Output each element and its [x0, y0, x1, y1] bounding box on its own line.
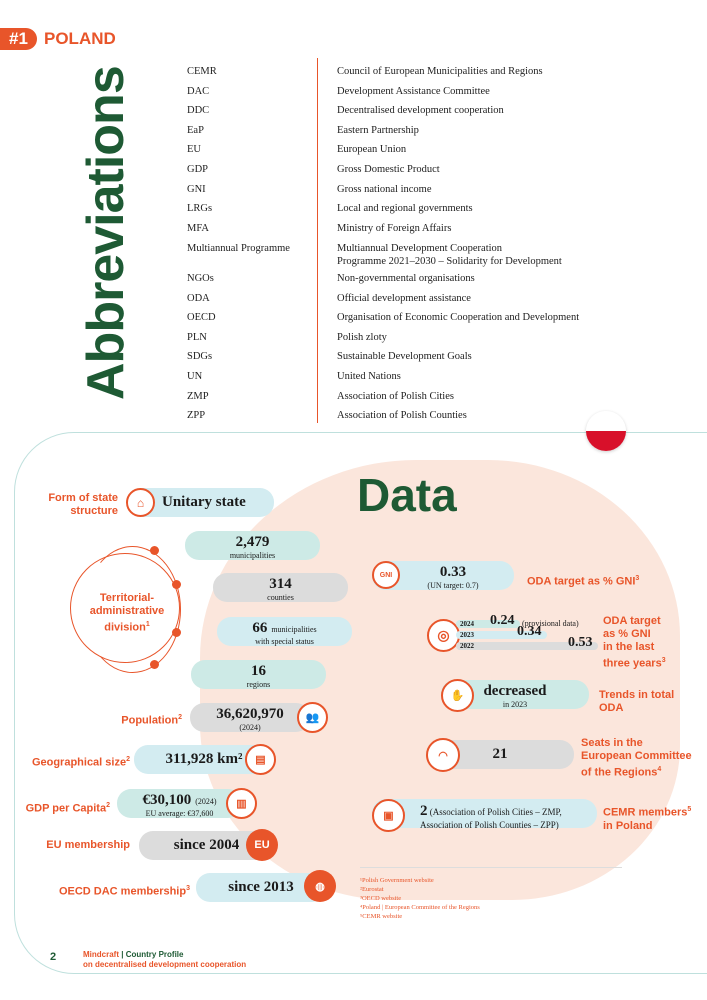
oda-bar-year: 2022: [460, 642, 474, 650]
oecd-dac-pill: since 2013: [196, 873, 326, 902]
territorial-dot: [172, 628, 181, 637]
country-number-tag: #1: [0, 28, 37, 50]
abbreviation-term: MFA: [187, 223, 209, 234]
seats-icon: ◠: [426, 738, 460, 772]
abbreviation-definition: Gross national income: [337, 184, 432, 195]
abbreviation-term: EaP: [187, 125, 204, 136]
footnote: ¹Polish Government website: [360, 877, 434, 884]
oda-bar-value: 0.34: [517, 624, 542, 639]
abbreviation-term: ZMP: [187, 391, 209, 402]
cor-seats-label: Seats in the European Committee of the Regions$^4$: [581, 737, 692, 779]
footnote: ²Eurostat: [360, 886, 384, 893]
abbreviation-term: LRGs: [187, 203, 213, 214]
page-number: 2: [50, 951, 57, 963]
state-structure-pill: Unitary state: [128, 488, 274, 517]
abbreviation-term: Multiannual Programme: [187, 243, 290, 254]
abbreviation-definition: Development Assistance Committee: [337, 86, 490, 97]
territorial-dot: [150, 660, 159, 669]
abbreviation-definition: Association of Polish Counties: [337, 410, 467, 421]
globe-icon: ◍: [304, 870, 336, 902]
abbreviation-term: DAC: [187, 86, 210, 97]
footnote: ⁵CEMR website: [360, 913, 403, 920]
eu-membership-pill: since 2004: [139, 831, 274, 860]
data-title: Data: [357, 469, 457, 521]
abbreviation-definition: Decentralised development cooperation: [337, 105, 504, 116]
abbreviation-definition: Association of Polish Cities: [337, 391, 454, 402]
territorial-dot: [172, 580, 181, 589]
abbreviation-term: GDP: [187, 164, 209, 175]
abbreviation-definition: European Union: [337, 144, 407, 155]
abbreviation-term: ODA: [187, 293, 210, 304]
cemr-pill: 2 (Association of Polish Cities – ZMP, Association of Polish Counties – ZPP): [372, 799, 597, 828]
abbreviation-definition: Multiannual Development Cooperation Programme 2021–2030 – Solidarity for Development: [337, 243, 562, 267]
cemr-label: CEMR members$^5$ in Poland: [603, 806, 692, 832]
poland-flag-icon: [586, 411, 626, 451]
abbreviation-definition: Official development assistance: [337, 293, 471, 304]
abbreviation-definition: United Nations: [337, 371, 401, 382]
geo-size-pill: 311,928 km²: [134, 745, 274, 774]
cor-seats-pill: 21: [426, 740, 574, 769]
territorial-label: Territorial- administrative division$^1$: [89, 592, 165, 634]
gdp-label: GDP per Capita$^2$: [25, 802, 110, 815]
municipalities-pill: 2,479 municipalities: [185, 531, 320, 560]
oda-target-pill: 0.33 (UN target: 0.7): [372, 561, 514, 590]
oda-bar-note: (provisional data): [522, 619, 579, 628]
abbreviation-definition: Ministry of Foreign Affairs: [337, 223, 452, 234]
oda-years-label: ODA target as % GNI in the last three years$^3$: [603, 615, 666, 670]
special-municipalities-pill: 66 municipalities with special status: [217, 617, 352, 646]
target-icon: ◎: [427, 619, 460, 652]
oda-trend-pill: decreased in 2023: [441, 680, 589, 709]
abbreviations-divider: [317, 58, 318, 423]
abbreviation-definition: Gross Domestic Product: [337, 164, 440, 175]
territorial-dot: [150, 546, 159, 555]
abbreviation-term: DDC: [187, 105, 210, 116]
oda-bar-value: 0.24: [490, 613, 515, 628]
gdp-pill: €30,100 (2024) EU average: €37,600: [117, 789, 242, 818]
oecd-dac-label: OECD DAC membership$^3$: [58, 885, 190, 898]
abbreviation-term: SDGs: [187, 351, 213, 362]
abbreviation-term: EU: [187, 144, 201, 155]
abbreviation-term: PLN: [187, 332, 207, 343]
regions-pill: 16 regions: [191, 660, 326, 689]
footer-brand: Mindcraft | Country Profile on decentralised development cooperation: [83, 950, 247, 969]
map-icon: ▤: [245, 744, 276, 775]
geo-size-label: Geographical size$^2$: [31, 756, 130, 769]
abbreviation-definition: Council of European Municipalities and Regions: [337, 66, 543, 77]
gni-icon: GNI: [372, 561, 400, 589]
abbreviation-term: UN: [187, 371, 203, 382]
abbreviation-definition: Sustainable Development Goals: [337, 351, 472, 362]
people-icon: 👥: [297, 702, 328, 733]
footnote: ⁴Poland | European Committee of the Regions: [360, 904, 480, 911]
oda-target-label: ODA target as % GNI$^3$: [527, 575, 640, 588]
building-icon: ⌂: [126, 488, 155, 517]
abbreviation-term: CEMR: [187, 66, 217, 77]
footnotes-rule: [360, 867, 622, 868]
abbreviation-definition: Non-governmental organisations: [337, 273, 475, 284]
oda-trend-label: Trends in total ODA: [599, 689, 675, 714]
gdp-chart-icon: ▥: [226, 788, 257, 819]
presentation-icon: ▣: [372, 799, 405, 832]
state-structure-label: Form of state structure: [48, 492, 118, 517]
population-label: Population$^2$: [121, 714, 182, 727]
counties-pill: 314 counties: [213, 573, 348, 602]
abbreviation-definition: Polish zloty: [337, 332, 387, 343]
eu-membership-label: EU membership: [46, 839, 130, 851]
abbreviation-definition: Eastern Partnership: [337, 125, 419, 136]
oda-bar-value: 0.53: [568, 635, 593, 650]
abbreviation-term: OECD: [187, 312, 216, 323]
abbreviation-term: GNI: [187, 184, 206, 195]
abbreviation-definition: Local and regional governments: [337, 203, 473, 214]
oda-bar-year: 2023: [460, 631, 474, 639]
footnote: ³OECD website: [360, 895, 402, 902]
population-pill: 36,620,970 (2024): [190, 703, 310, 732]
eu-stars-icon: EU: [246, 829, 278, 861]
hands-coins-icon: ✋: [441, 679, 474, 712]
abbreviation-term: ZPP: [187, 410, 206, 421]
country-title: POLAND: [44, 29, 116, 48]
oda-bar-year: 2024: [460, 620, 474, 628]
abbreviation-definition: Organisation of Economic Cooperation and Development: [337, 312, 580, 323]
abbreviations-title: Abbreviations: [77, 66, 135, 400]
abbreviation-term: NGOs: [187, 273, 214, 284]
